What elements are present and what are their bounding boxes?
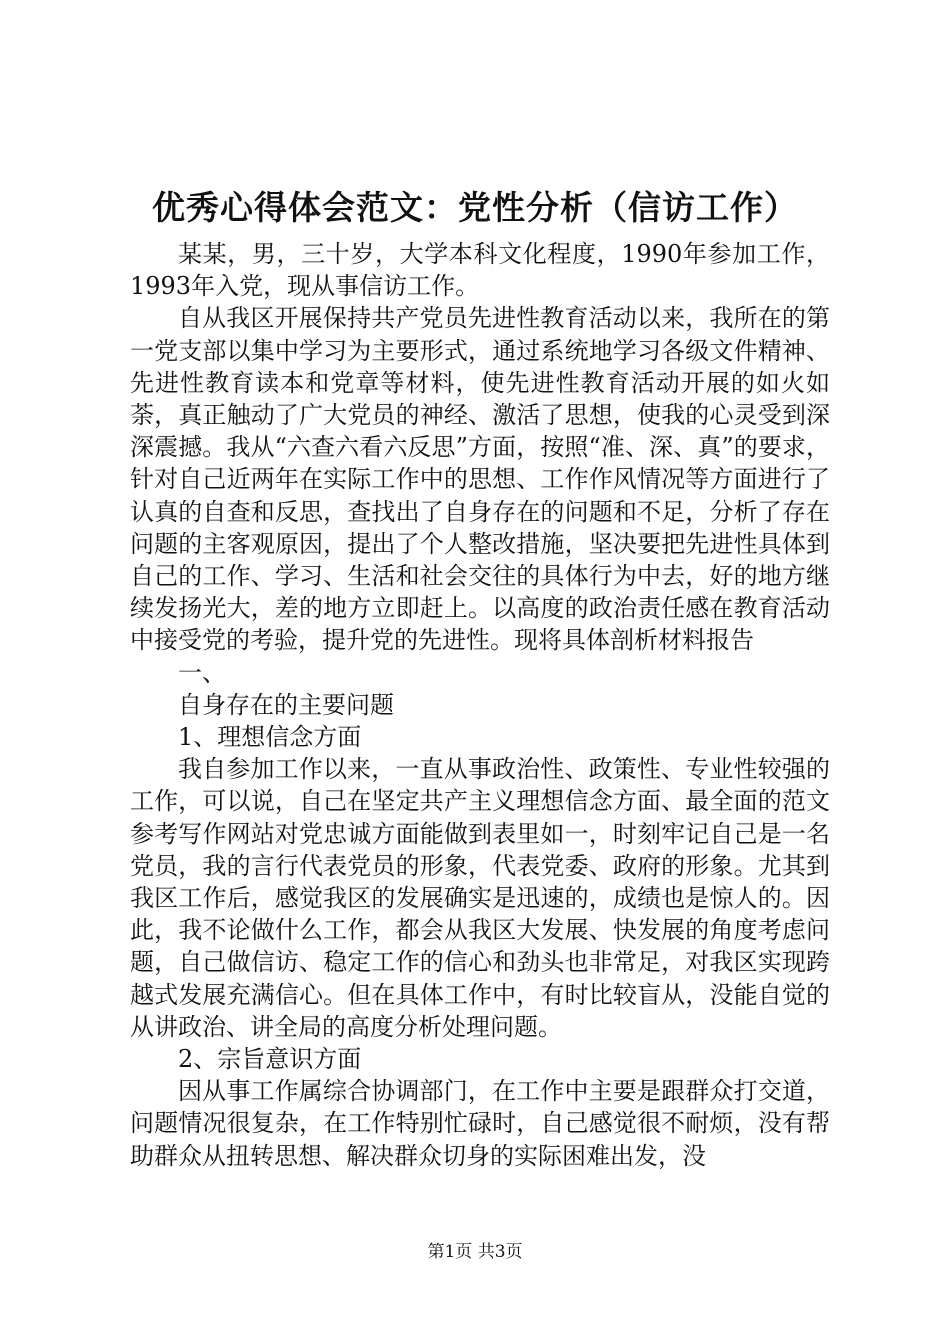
paragraph-background: 自从我区开展保持共产党员先进性教育活动以来，我所在的第一党支部以集中学习为主要形式，通过系统地学习各级文件精神、先进性教育读本和党章等材料，使先进性教育活动开展的如火如荼，真正触动了广大党员的神经、激活了思想，使我的心灵受到深深震撼。我从“六查六看六反思”方面，按照“准、深、真”的要求，针对自己近两年在实际工作中的思想、工作作风情况等方面进行了认真的自查和反思，查找出了自身存在的问题和不足，分析了存在问题的主客观原因，提出了个人整改措施，坚决要把先进性具体到自己的工作、学习、生活和社会交往的具体行为中去，好的地方继续发扬光大，差的地方立即赶上。以高度的政治责任感在教育活动中接受党的考验，提升党的先进性。现将具体剖析材料报告 [130, 304, 830, 655]
page-footer: 第1页 共3页 [427, 1242, 523, 1262]
document-title: 优秀心得体会范文：党性分析（信访工作） [152, 188, 798, 227]
subsection-heading-2: 2、宗旨意识方面 [178, 1045, 362, 1074]
paragraph-intro: 某某，男，三十岁，大学本科文化程度，1990年参加工作，1993年入党，现从事信访工作。 [130, 240, 830, 301]
section-heading: 自身存在的主要问题 [178, 690, 394, 719]
subsection-heading-1: 1、理想信念方面 [178, 723, 362, 752]
paragraph-purpose: 因从事工作属综合协调部门，在工作中主要是跟群众打交道，问题情况很复杂，在工作特别忙碌时，自己感觉很不耐烦，没有帮助群众从扭转思想、解决群众切身的实际困难出发，没 [130, 1077, 830, 1170]
section-number: 一、 [178, 658, 226, 687]
paragraph-ideals: 我自参加工作以来，一直从事政治性、政策性、专业性较强的工作，可以说，自己在坚定共产主义理想信念方面、最全面的范文参考写作网站对党忠诚方面能做到表里如一，时刻牢记自己是一名党员，我的言行代表党员的形象，代表党委、政府的形象。尤其到我区工作后，感觉我区的发展确实是迅速的，成绩也是惊人的。因此，我不论做什么工作，都会从我区大发展、快发展的角度考虑问题，自己做信访、稳定工作的信心和劲头也非常足，对我区实现跨越式发展充满信心。但在具体工作中，有时比较盲从，没能自觉的从讲政治、讲全局的高度分析处理问题。 [130, 755, 830, 1041]
document-body [130, 238, 830, 1172]
